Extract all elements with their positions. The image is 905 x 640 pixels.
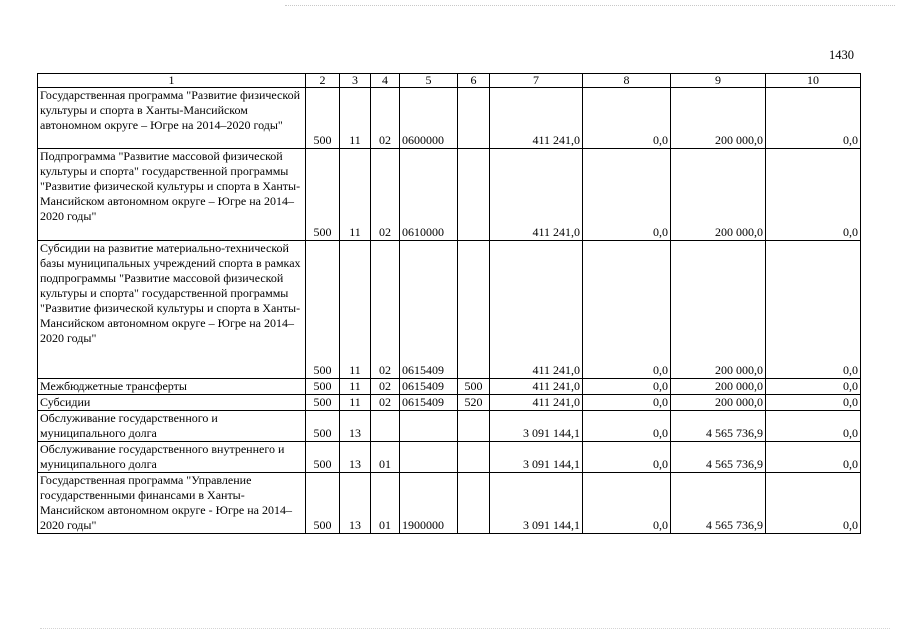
row-name-text: Обслуживание государственного внутреннего и муниципального долга: [40, 442, 285, 471]
cell-c8: 0,0: [583, 411, 671, 442]
header-cell: 8: [583, 74, 671, 88]
cell-c8: 0,0: [583, 149, 671, 241]
header-cell: 6: [458, 74, 490, 88]
cell-c8: 0,0: [583, 473, 671, 534]
cell-c10: 0,0: [766, 473, 861, 534]
cell-c3: 11: [340, 241, 371, 379]
row-name-cell: [38, 411, 306, 442]
row-name-text: Государственная программа "Развитие физической культуры и спорта в Ханты-Мансийском автономном округе – Югре на 2014–2020 годы": [40, 88, 301, 132]
row-name-text: Субсидии на развитие материально-технической базы муниципальных учреждений спорта в рамках подпрограммы "Развитие массовой физической культуры и спорта" государственной программы "Развитие физической культуры и спорта в Ханты-Мансийском автономном округе – Югре на 2014–2020 годы": [40, 241, 301, 345]
row-name-cell: [38, 379, 306, 395]
header-cell: 2: [306, 74, 340, 88]
cell-c7: 411 241,0: [490, 395, 583, 411]
cell-c4: 01: [371, 442, 400, 473]
cell-c6: [458, 241, 490, 379]
cell-c5: 0615409: [400, 395, 458, 411]
cell-c4: 02: [371, 149, 400, 241]
cell-c5: 0615409: [400, 379, 458, 395]
cell-c7: 3 091 144,1: [490, 411, 583, 442]
cell-c10: 0,0: [766, 442, 861, 473]
page-number: 1430: [829, 48, 854, 62]
cell-c4: 02: [371, 241, 400, 379]
cell-c2: 500: [306, 473, 340, 534]
cell-c9: 200 000,0: [671, 395, 766, 411]
cell-c7: 411 241,0: [490, 241, 583, 379]
cell-c2: 500: [306, 442, 340, 473]
cell-c6: [458, 442, 490, 473]
cell-c3: 11: [340, 379, 371, 395]
cell-c8: 0,0: [583, 241, 671, 379]
cell-c9: 200 000,0: [671, 88, 766, 149]
scan-edge-bottom: [40, 628, 890, 629]
header-cell: 7: [490, 74, 583, 88]
cell-c4: 02: [371, 379, 400, 395]
table-row: [38, 395, 861, 411]
row-name-cell: [38, 442, 306, 473]
row-name-cell: [38, 241, 306, 379]
cell-c4: 01: [371, 473, 400, 534]
cell-c10: 0,0: [766, 395, 861, 411]
cell-c5: 0615409: [400, 241, 458, 379]
table-row: [38, 411, 861, 442]
row-name-text: Межбюджетные трансферты: [40, 379, 187, 393]
cell-c2: 500: [306, 241, 340, 379]
cell-c6: [458, 149, 490, 241]
cell-c3: 13: [340, 442, 371, 473]
cell-c2: 500: [306, 88, 340, 149]
table-row: [38, 442, 861, 473]
scan-edge-top: [285, 5, 895, 6]
cell-c7: 411 241,0: [490, 149, 583, 241]
cell-c2: 500: [306, 149, 340, 241]
header-cell: 5: [400, 74, 458, 88]
cell-c2: 500: [306, 411, 340, 442]
cell-c7: 3 091 144,1: [490, 473, 583, 534]
header-cell: 4: [371, 74, 400, 88]
cell-c9: 200 000,0: [671, 149, 766, 241]
row-name-cell: [38, 88, 306, 149]
row-name-cell: [38, 149, 306, 241]
table-row: [38, 241, 861, 379]
cell-c3: 11: [340, 149, 371, 241]
cell-c10: 0,0: [766, 241, 861, 379]
cell-c5: 0610000: [400, 149, 458, 241]
cell-c7: 411 241,0: [490, 88, 583, 149]
header-cell: 9: [671, 74, 766, 88]
cell-c8: 0,0: [583, 395, 671, 411]
cell-c5: [400, 411, 458, 442]
table-row: [38, 473, 861, 534]
cell-c6: 520: [458, 395, 490, 411]
cell-c5: 0600000: [400, 88, 458, 149]
cell-c9: 200 000,0: [671, 379, 766, 395]
table-row: [38, 149, 861, 241]
row-name-text: Подпрограмма "Развитие массовой физической культуры и спорта" государственной программы "Развитие физической культуры и спорта в Ханты-Мансийском автономном округе – Югре на 2014–2020 годы": [40, 149, 301, 223]
cell-c7: 411 241,0: [490, 379, 583, 395]
cell-c2: 500: [306, 395, 340, 411]
budget-table: [37, 73, 861, 534]
cell-c10: 0,0: [766, 411, 861, 442]
row-name-cell: [38, 473, 306, 534]
cell-c9: 4 565 736,9: [671, 473, 766, 534]
header-cell: 10: [766, 74, 861, 88]
cell-c10: 0,0: [766, 149, 861, 241]
cell-c9: 4 565 736,9: [671, 411, 766, 442]
row-name-text: Субсидии: [40, 395, 91, 409]
cell-c3: 11: [340, 88, 371, 149]
cell-c8: 0,0: [583, 442, 671, 473]
cell-c6: [458, 411, 490, 442]
cell-c5: 1900000: [400, 473, 458, 534]
cell-c4: 02: [371, 395, 400, 411]
header-cell: 3: [340, 74, 371, 88]
header-cell: 1: [38, 74, 306, 88]
cell-c6: [458, 473, 490, 534]
cell-c5: [400, 442, 458, 473]
cell-c10: 0,0: [766, 379, 861, 395]
row-name-cell: [38, 395, 306, 411]
cell-c3: 13: [340, 473, 371, 534]
cell-c9: 200 000,0: [671, 241, 766, 379]
cell-c6: [458, 88, 490, 149]
table-row: [38, 88, 861, 149]
table-header-row: [38, 74, 861, 88]
cell-c10: 0,0: [766, 88, 861, 149]
cell-c3: 13: [340, 411, 371, 442]
row-name-text: Государственная программа "Управление государственными финансами в Ханты-Мансийском автономном округе - Югре на 2014–2020 годы": [40, 473, 292, 532]
cell-c8: 0,0: [583, 88, 671, 149]
cell-c6: 500: [458, 379, 490, 395]
cell-c9: 4 565 736,9: [671, 442, 766, 473]
row-name-text: Обслуживание государственного и муниципального долга: [40, 411, 218, 440]
cell-c4: [371, 411, 400, 442]
cell-c3: 11: [340, 395, 371, 411]
cell-c2: 500: [306, 379, 340, 395]
cell-c7: 3 091 144,1: [490, 442, 583, 473]
cell-c4: 02: [371, 88, 400, 149]
table-row: [38, 379, 861, 395]
cell-c8: 0,0: [583, 379, 671, 395]
